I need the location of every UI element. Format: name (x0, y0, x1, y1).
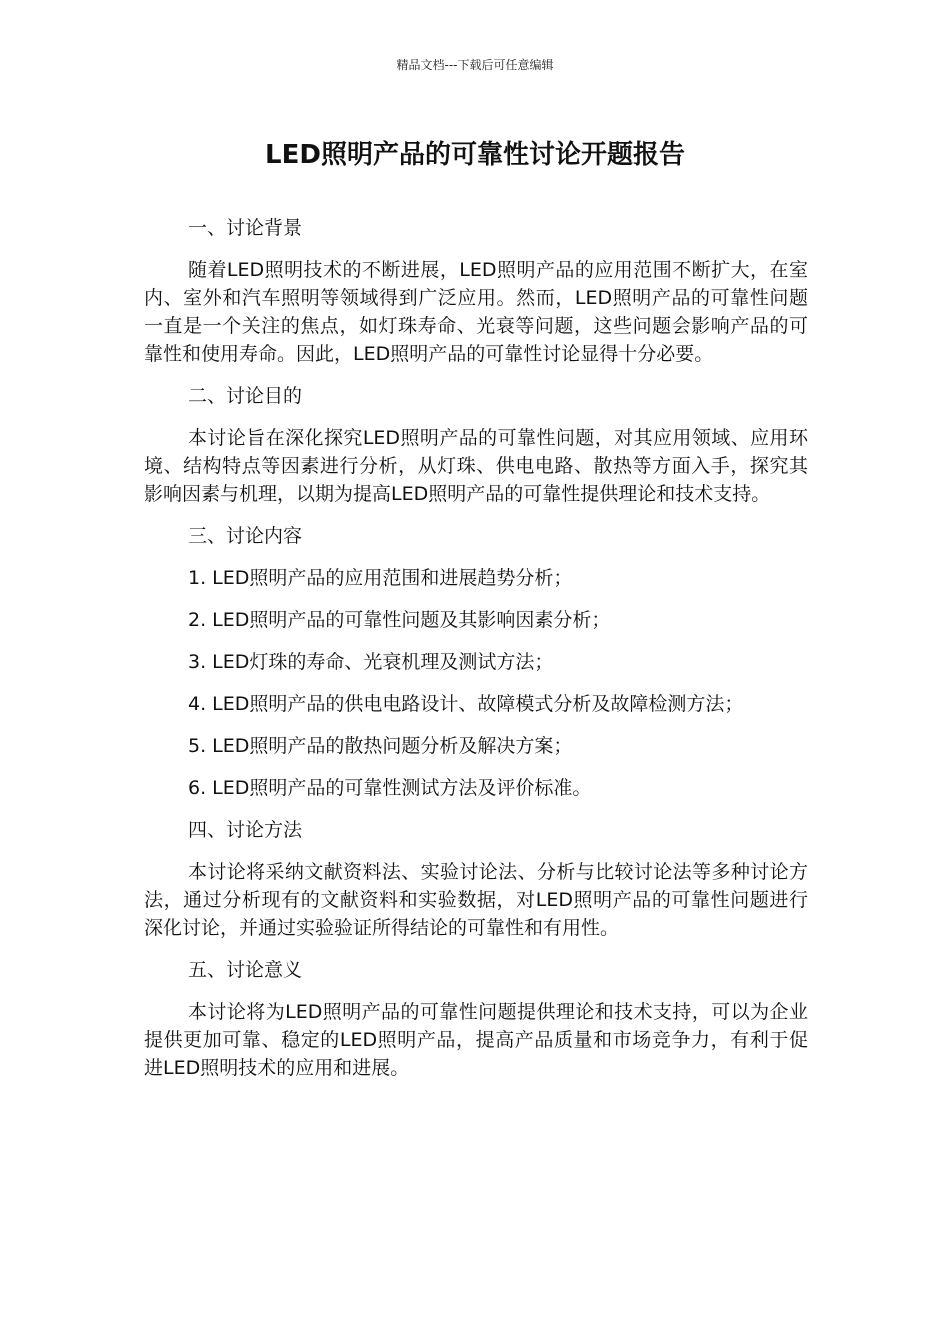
section-heading-purpose: 二、讨论目的 (188, 385, 303, 407)
header-note: 精品文档---下载后可任意编辑 (396, 58, 554, 72)
section-paragraph-purpose: 本讨论旨在深化探究LED照明产品的可靠性问题，对其应用领域、应用环境、结构特点等因素进行分析，从灯珠、供电电路、散热等方面入手，探究其影响因素与机理，以期为提高LED照明产品的可靠性提供理论和技术支持。 (144, 427, 808, 505)
list-item: 5. LED照明产品的散热问题分析及解决方案； (188, 735, 573, 757)
section-heading-background: 一、讨论背景 (188, 217, 303, 239)
list-item: 2. LED照明产品的可靠性问题及其影响因素分析； (188, 609, 611, 631)
document-title: LED照明产品的可靠性讨论开题报告 (265, 140, 685, 170)
section-heading-significance: 五、讨论意义 (188, 959, 303, 981)
section-heading-content: 三、讨论内容 (188, 525, 303, 547)
section-paragraph-significance: 本讨论将为LED照明产品的可靠性问题提供理论和技术支持，可以为企业提供更加可靠、稳定的LED照明产品，提高产品质量和市场竞争力，有利于促进LED照明技术的应用和进展。 (144, 1001, 808, 1079)
list-item: 3. LED灯珠的寿命、光衰机理及测试方法； (188, 651, 554, 673)
list-item: 4. LED照明产品的供电电路设计、故障模式分析及故障检测方法； (188, 693, 744, 715)
section-heading-method: 四、讨论方法 (188, 819, 303, 841)
list-item: 6. LED照明产品的可靠性测试方法及评价标准。 (188, 777, 592, 799)
section-paragraph-method: 本讨论将采纳文献资料法、实验讨论法、分析与比较讨论法等多种讨论方法，通过分析现有的文献资料和实验数据，对LED照明产品的可靠性问题进行深化讨论，并通过实验验证所得结论的可靠性和有用性。 (144, 861, 808, 939)
list-item: 1. LED照明产品的应用范围和进展趋势分析； (188, 567, 573, 589)
section-paragraph-background: 随着LED照明技术的不断进展，LED照明产品的应用范围不断扩大，在室内、室外和汽车照明等领域得到广泛应用。然而，LED照明产品的可靠性问题一直是一个关注的焦点，如灯珠寿命、光衰等问题，这些问题会影响产品的可靠性和使用寿命。因此，LED照明产品的可靠性讨论显得十分必要。 (144, 259, 808, 365)
document-body (144, 214, 808, 1096)
